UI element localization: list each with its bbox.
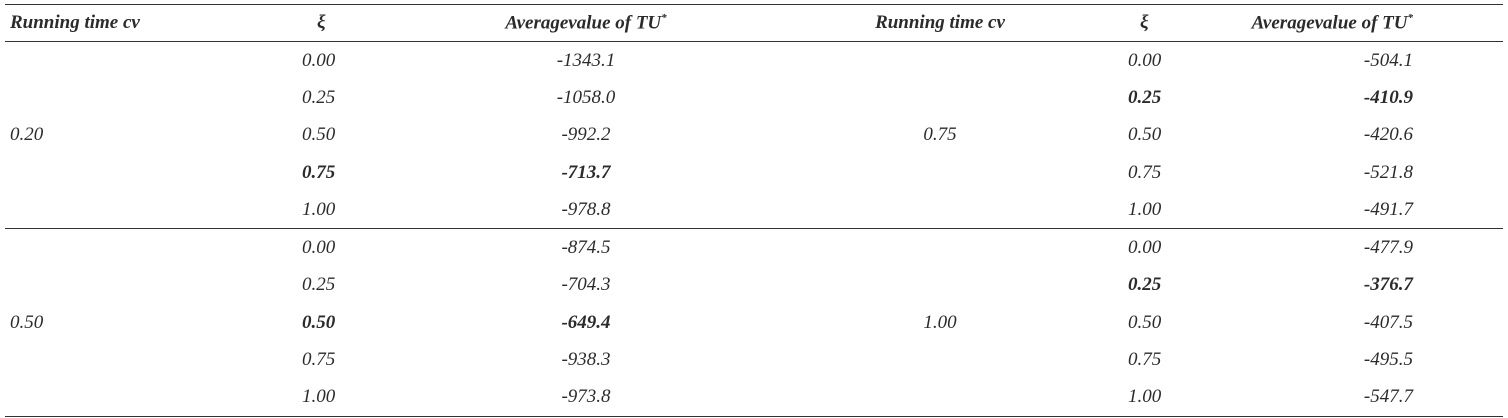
xi-left-cell: 0.00 — [302, 49, 336, 71]
avg-right-cell: -407.5 — [1363, 311, 1413, 333]
header-avg-label: Averagevalue of TU — [1251, 12, 1408, 34]
xi-right-cell: 0.00 — [1128, 237, 1162, 259]
xi-left-cell: 0.50 — [302, 124, 336, 146]
xi-right-cell: 1.00 — [1110, 379, 1210, 417]
header-avg-value-right — [1210, 5, 1503, 42]
avg-left-cell: -704.3 — [561, 274, 611, 296]
avg-left-cell: -973.8 — [402, 379, 770, 417]
results-table — [5, 4, 1503, 417]
table-row — [5, 229, 1503, 267]
xi-right-cell: 0.75 — [1128, 161, 1162, 183]
avg-left-cell: -1343.1 — [556, 49, 616, 71]
xi-left-cell: 0.00 — [302, 237, 336, 259]
avg-right-cell: -495.5 — [1363, 349, 1413, 371]
xi-left-cell: 0.50 — [302, 311, 336, 333]
xi-right-cell: 0.50 — [1128, 124, 1162, 146]
avg-right-cell: -521.8 — [1363, 161, 1413, 183]
header-running-time-cv-right: Running time cv — [770, 5, 1110, 42]
xi-left-cell: 0.25 — [302, 86, 336, 108]
avg-right-cell: -547.7 — [1210, 379, 1503, 417]
table-row — [5, 42, 1503, 80]
xi-left-cell: 1.00 — [302, 379, 402, 417]
xi-left-cell: 0.25 — [302, 274, 336, 296]
avg-left-cell: -992.2 — [561, 124, 611, 146]
avg-right-cell: -491.7 — [1210, 191, 1503, 229]
avg-left-cell: -978.8 — [402, 191, 770, 229]
cv-right-cell: 0.75 — [770, 42, 1110, 229]
header-avg-label: Averagevalue of TU — [505, 12, 662, 34]
avg-right-cell: -376.7 — [1363, 274, 1413, 296]
avg-left-cell: -649.4 — [561, 311, 611, 333]
header-avg-value-left — [402, 5, 770, 42]
header-avg-sup: * — [661, 11, 667, 24]
xi-left-cell: 0.75 — [302, 161, 336, 183]
header-row — [5, 5, 1503, 42]
header-xi-left: ξ — [302, 5, 402, 42]
xi-right-cell: 0.50 — [1128, 311, 1162, 333]
xi-left-cell: 0.75 — [302, 349, 336, 371]
header-xi-right: ξ — [1110, 5, 1210, 42]
avg-right-cell: -477.9 — [1363, 237, 1413, 259]
cv-left-cell: 0.20 — [5, 42, 302, 229]
avg-right-cell: -504.1 — [1363, 49, 1413, 71]
cv-left-cell: 0.50 — [5, 229, 302, 416]
avg-right-cell: -420.6 — [1363, 124, 1413, 146]
table-body — [5, 42, 1503, 417]
header-running-time-cv-left: Running time cv — [5, 5, 302, 42]
avg-left-cell: -874.5 — [561, 237, 611, 259]
header-avg-sup: * — [1407, 11, 1413, 24]
avg-left-cell: -938.3 — [561, 349, 611, 371]
xi-right-cell: 0.25 — [1128, 86, 1162, 108]
xi-left-cell: 1.00 — [302, 191, 402, 229]
xi-right-cell: 0.25 — [1128, 274, 1162, 296]
avg-left-cell: -1058.0 — [556, 86, 616, 108]
cv-right-cell: 1.00 — [770, 229, 1110, 416]
xi-right-cell: 1.00 — [1110, 191, 1210, 229]
xi-right-cell: 0.00 — [1128, 49, 1162, 71]
xi-right-cell: 0.75 — [1128, 349, 1162, 371]
avg-right-cell: -410.9 — [1363, 86, 1413, 108]
avg-left-cell: -713.7 — [561, 161, 611, 183]
